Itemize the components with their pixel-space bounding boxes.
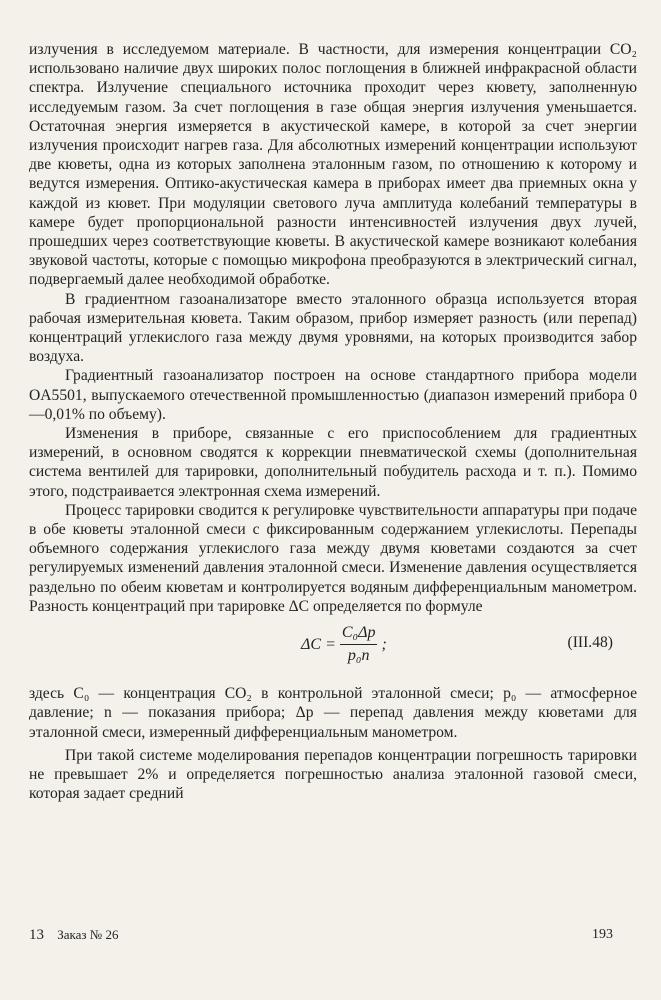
formula-fraction: [340, 624, 378, 665]
formula-number: (III.48): [567, 634, 613, 652]
page-number: 193: [592, 927, 613, 942]
paragraph-6: При такой системе моделирования перепадов концентрации погрешность тарировки не превышает 2% и определяется погрешностью анализа эталонной газовой смеси, которая задает средний: [29, 746, 637, 803]
text-block: [29, 40, 637, 803]
formula-explanation: здесь C₀ — концентрация CO₂ в контрольной эталонной смеси; p₀ — атмосферное давление; n — показания прибора; Δp — перепад давления между кюветами для эталонной смеси, измеренный дифференциальным манометром.: [29, 685, 637, 741]
formula-block: [29, 618, 637, 680]
formula-suffix: ;: [381, 635, 387, 653]
signature-number: 13: [29, 927, 44, 943]
paragraph-5: Процесс тарировки сводится к регулировке чувствительности аппаратуры при подаче в обе кюветы эталонной смеси с фиксированным содержанием углекислоты. Перепады объемного содержания углекислого газа между двумя кюветами создаются за счет регулируемых изменений давления эталонной смеси. Изменение давления осуществляется раздельно по обеим кюветам и контролируется водяным дифференциальным манометром. Разность концентраций при тарировке ΔC определяется по формуле: [29, 501, 637, 615]
paragraph-4: Изменения в приборе, связанные с его приспособлением для градиентных измерений, в основном сводятся к коррекции пневматической схемы (дополнительная система вентилей для тарировки, дополнительный побудитель расхода и т. п.). Помимо этого, подстраивается электронная схема измерений.: [29, 425, 637, 500]
paragraph-1: излучения в исследуемом материале. В частности, для измерения концентрации CO₂ использовано наличие двух широких полос поглощения в ближней инфракрасной области спектра. Излучение специального источника проходит через кювету, заполненную исследуемым газом. За счет поглощения в газе общая энергия излучения уменьшается. Остаточная энергия измеряется в акустической камере, в которой за счет энергии излучения происходит нагрев газа. Для абсолютных измерений концентрации используют две кюветы, одна из которых заполнена эталонным газом, по отношению к которому и ведутся измерения. Оптико-акустическая камера в приборах имеет два приемных окна у каждой из кювет. При модуляции светового луча амплитуда колебаний температуры в камере будет пропорциональной разности интенсивностей излучения двух лучей, прошедших через соответствующие кюветы. В акустической камере возникают колебания звуковой частоты, которые с помощью микрофона преобразуются в электрический сигнал, подвергаемый далее необходимой обработке.: [29, 41, 637, 289]
paragraph-2: В градиентном газоанализаторе вместо эталонного образца используется вторая рабочая измерительная кювета. Таким образом, прибор измеряет разность (или перепад) концентраций углекислого газа между двумя уровнями, на которых производится забор воздуха.: [29, 290, 637, 366]
formula-numerator: C₀Δp: [340, 624, 378, 645]
paragraph-3: Градиентный газоанализатор построен на основе стандартного прибора модели OA5501, выпускаемого отечественной промышленностью (диапазон измерений прибора 0—0,01% по объему).: [29, 367, 637, 423]
formula-expression: [301, 624, 387, 665]
printer-signature: [29, 927, 118, 944]
order-number: Заказ № 26: [57, 927, 119, 942]
formula-denominator: p₀n: [347, 647, 370, 665]
formula-lhs: ΔC =: [301, 635, 336, 653]
